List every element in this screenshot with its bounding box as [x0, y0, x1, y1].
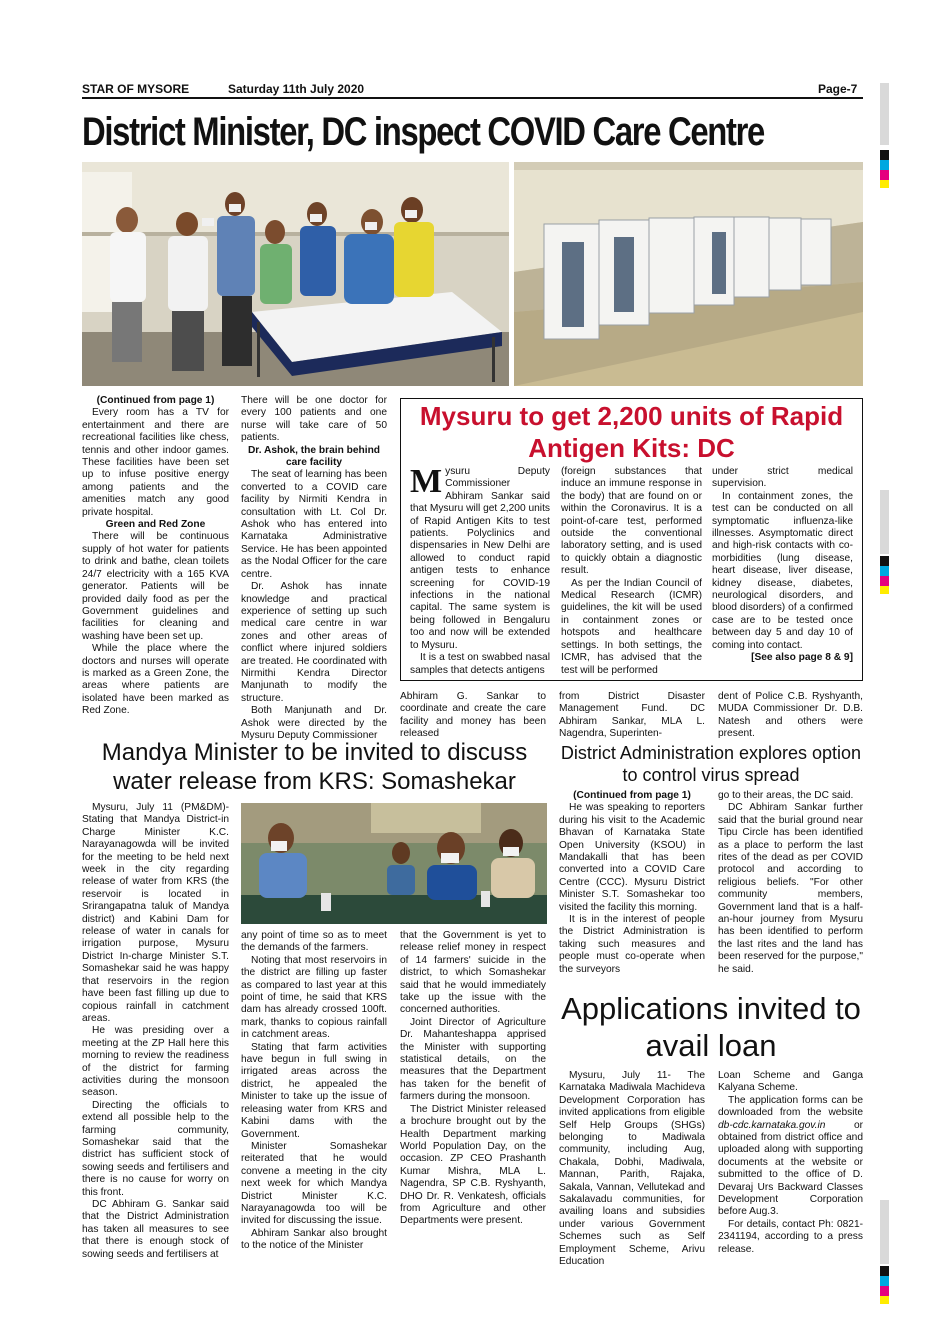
photo-care-centre-hall-image [514, 162, 863, 386]
paragraph: It is in the interest of people the District Administration is taking such measures and people must co-operate when the surveyors [559, 914, 705, 975]
paragraph: DC Abhiram Sankar further said that the burial ground near Tipu Circle has been identified as a place to perform the last rites of the dead as per COVID protocol and according to religious beliefs. "For other community members, Government land that is a half-an-hour journey from Mysuru has been identified to perform the last rites and the land has been reserved for the purpose," he said. [718, 802, 863, 975]
paragraph: The application forms can be downloaded from the website [718, 1094, 863, 1119]
district-headline: District Administration explores option to control virus spread [560, 743, 862, 785]
loan-column-2 [718, 1070, 863, 1256]
photo-officials-inspection [82, 162, 509, 386]
paragraph: Stating that farm activities have begun in full swing in irrigated areas across the district, he appealed the Minister to take up the issue of releasing water from KRS and Kabini dams with the Government. [241, 1041, 387, 1140]
paragraph: There will be one doctor for every 100 patients and one nurse will take care of 50 patients. [241, 395, 387, 444]
yellow-register-mark [880, 586, 889, 594]
paragraph: There will be continuous supply of hot water for patients to drink and bathe, clean toilets 24/7 electricity with a 165 KVA generator. Patients will be provided daily food as per the Government guidelines and facilities for cleaning and washing have been set up. [82, 531, 229, 642]
main-story-column-5 [718, 691, 863, 741]
cyan-register-mark [880, 160, 889, 170]
header-rule [82, 97, 863, 99]
loan-column-1 [559, 1070, 705, 1269]
continued-note: (Continued from page 1) [96, 395, 215, 406]
grey-register-bar [880, 83, 889, 145]
mandya-column-2 [241, 930, 387, 1253]
website-link[interactable]: db-cdc.karnataka.gov.in [718, 1119, 826, 1131]
main-story-column-2 [241, 395, 387, 742]
district-column-1 [559, 790, 705, 976]
photo-care-centre-hall [514, 162, 863, 386]
mandya-column-3 [400, 930, 546, 1228]
paragraph: from District Disaster Management Fund. DC Abhiram Sankar, MLA L. Nagendra, Superinten- [559, 691, 705, 740]
paragraph: Joint Director of Agriculture Dr. Mahanteshappa apprised the Minister with supporting statistical details, on the measures that the Department has taken for the benefit of farmers during the monsoon. [400, 1016, 546, 1103]
district-column-2 [718, 790, 863, 976]
paragraph: Mysuru, July 11- The Karnataka Madiwala Machideva Development Corporation has invited applications from eligible Self Help Groups (SHGs) belonging to Madiwala community, including Aug, Chakala, Dobhi, Madiwala, Mannan, Parith, Rajaka, Sakala, Vannan, Vellutekad and Sakalavadu communities, for availing loans and subsidies under various Government Schemes such as Self Employment Scheme, Arivu Education [559, 1070, 705, 1268]
paragraph: dent of Police C.B. Ryshyanth, MUDA Commissioner Dr. D.B. Natesh and others were present. [718, 691, 863, 740]
paragraph: In containment zones, the test can be conducted on all symptomatic influenza-like illnesses. Asymptomatic direct and high-risk contacts with co-morbidities (lung disease, heart disease, liver disease, kidney disease, diabetes, neurological disorders, and blood disorders) of a confirmed case are to be tested once between day 5 and day 10 of coming into contact. [712, 490, 853, 651]
paragraph: Noting that most reservoirs in the district are filling up faster as compared to last year at this point of time, he said that KRS dam has already crossed 100ft. mark, thanks to copious rainfall in catchment areas. [241, 954, 387, 1041]
cyan-register-mark [880, 1276, 889, 1286]
page-number: Page-7 [818, 82, 858, 96]
cyan-register-mark [880, 566, 889, 576]
magenta-register-mark [880, 170, 889, 180]
paragraph: He was speaking to reporters during his visit to the Academic Bhavan of Karnataka State Open University (KSOU) in Mandakalli that has been converted into a COVID Care Centre (CCC). Mysuru District Minister S.T. Somashekar too visited the facility this morning. [559, 802, 705, 913]
photo-zp-meeting-image [241, 803, 547, 924]
paragraph: Abhiram G. Sankar to coordinate and create the care facility and money has been released [400, 691, 546, 740]
photo-zp-meeting [241, 803, 547, 924]
grey-register-bar [880, 490, 889, 554]
yellow-register-mark [880, 1296, 889, 1304]
issue-date: Saturday 11th July 2020 [228, 82, 365, 96]
antigen-column-3 [712, 466, 853, 665]
paragraph: Dr. Ashok has innate knowledge and practical experience of setting up such medical care centre in war zones and other areas of conflict where injured soldiers are treated. He coordinated with Nirmithi Kendra Director Manjunath to modify the structure. [241, 581, 387, 704]
paragraph: It is a test on swabbed nasal samples that detects antigens [410, 652, 550, 676]
paragraph: under strict medical supervision. [712, 466, 853, 490]
mandya-column-1 [82, 802, 229, 1261]
paragraph: any point of time so as to meet the demands of the farmers. [241, 930, 387, 954]
black-register-mark [880, 1266, 889, 1276]
paragraph: that the Government is yet to release relief money in respect of 14 farmers' suicide in the district, to which Somashekar said that he would immediately take up the issue with the concerned authorities. [400, 930, 546, 1016]
grey-register-bar [880, 1200, 889, 1264]
main-story-column-3 [400, 691, 546, 741]
mandya-headline: Mandya Minister to be invited to discuss water release from KRS: Somashekar [101, 739, 528, 795]
subheading: Dr. Ashok, the brain behind care facility [247, 444, 381, 469]
yellow-register-mark [880, 180, 889, 188]
loan-headline: Applications invited to avail loan [561, 991, 861, 1063]
paragraph: As per the Indian Council of Medical Research (ICMR) guidelines, the kit will be used in containment zones or hotspots and healthcare settings. In both settings, the ICMR, has advised that the test will be performed [561, 577, 702, 676]
paragraph: ysuru Deputy Commissioner Abhiram Sankar said that Mysuru will get 2,200 units of Rapid Antigen Kits to test patients. Polyclinics and dispensaries in New Delhi are allowed to conduct rapid antigen tests to enhance screening for COVID-19 infections in the national capital. The same system is being followed in Bengaluru too and now will be extended to Mysuru. [410, 466, 550, 651]
black-register-mark [880, 150, 889, 160]
photo-officials-inspection-image [82, 162, 509, 386]
see-also-link[interactable]: [See also page 8 & 9] [751, 652, 853, 664]
main-headline: District Minister, DC inspect COVID Care Centre [82, 110, 764, 154]
paragraph: Loan Scheme and Ganga Kalyana Scheme. [718, 1070, 863, 1094]
continued-note: (Continued from page 1) [573, 790, 691, 801]
paragraph: Minister Somashekar reiterated that he would convene a meeting in the city next week for which Mandya District Minister K.C. Narayanagowda too will be invited for discussing the issue. [241, 1140, 387, 1227]
paragraph: Abhiram Sankar also brought to the notice of the Minister [241, 1227, 387, 1252]
main-story-column-1 [82, 395, 229, 718]
paragraph: or obtained from district office and uploaded along with supporting documents at the website or submitted to the office of D. Devaraj Urs Backward Classes Development Corporation before Aug.3. [718, 1119, 863, 1218]
main-story-column-4 [559, 691, 705, 741]
drop-cap: M [410, 463, 443, 500]
paragraph: For details, contact Ph: 0821-2341194, according to a press release. [718, 1218, 863, 1255]
subheading: Green and Red Zone [105, 519, 206, 531]
magenta-register-mark [880, 576, 889, 586]
paragraph: (foreign substances that induce an immune response in the body) that are found on or within the Coronavirus. It is a point-of-care test, performed outside the conventional laboratory setting, and is used to quickly obtain a diagnostic result. [561, 466, 702, 577]
paragraph: While the place where the doctors and nurses will operate is marked as a Green Zone, the areas where patients are isolated have been marked as Red Zone. [82, 643, 229, 717]
antigen-column-2 [561, 466, 702, 677]
paragraph: go to their areas, the DC said. [718, 790, 854, 801]
paragraph: He was presiding over a meeting at the ZP Hall here this morning to review the readiness of the district for farming activities during the monsoon season. [82, 1025, 229, 1099]
paragraph: Every room has a TV for entertainment and there are recreational facilities like chess, tennis and other indoor games. These facilities have been set up to infuse positive energy among patients and the amenities match any good private hospital. [82, 407, 229, 518]
paragraph: Mysuru, July 11 (PM&DM)- Stating that Mandya District-in Charge Minister K.C. Narayanagowda will be invited for the meeting to be held next week in the city regarding release of water from KRS (the reservoir is located in Srirangapatna taluk of Mandya district) and Kabini Dam for release of water in canals for irrigation purpose, Mysuru District In-charge Minister S.T. Somashekar said he was happy that reservoirs in the region have been fast filling up due to copious rainfall in catchment areas. [82, 802, 229, 1024]
paragraph: Directing the officials to extend all possible help to the farming community, Somashekar said that the district has sufficient stock of sowing seeds and fertilisers and there is no cause for worry on this front. [82, 1099, 229, 1198]
black-register-mark [880, 556, 889, 566]
antigen-column-1 [410, 463, 550, 677]
paragraph: The seat of learning has been converted to a COVID care facility by Nirmiti Kendra in consultation with Lt. Col Dr. Ashok who has entered into Karnataka Administrative Service. He has been appointed as the Nodal Officer for the care centre. [241, 469, 387, 580]
paper-name: STAR OF MYSORE [82, 82, 190, 96]
paragraph: The District Minister released a brochure brought out by the Health Department marking World Population Day, on the occasion. ZP CEO Prashanth Kumar Mishra, MLA L. Nagendra, SP C.B. Ryshyanth, DHO Dr. R. Venkatesh, officials from Agriculture and other Departments were present. [400, 1103, 546, 1227]
magenta-register-mark [880, 1286, 889, 1296]
paragraph: Both Manjunath and Dr. Ashok were directed by the Mysuru Deputy Commissioner [241, 705, 387, 741]
paragraph: DC Abhiram G. Sankar said that the District Administration has taken all measures to see that there is enough stock of sowing seeds and fertilisers at [82, 1199, 229, 1260]
antigen-headline: Mysuru to get 2,200 units of Rapid Antigen Kits: DC [419, 401, 844, 463]
